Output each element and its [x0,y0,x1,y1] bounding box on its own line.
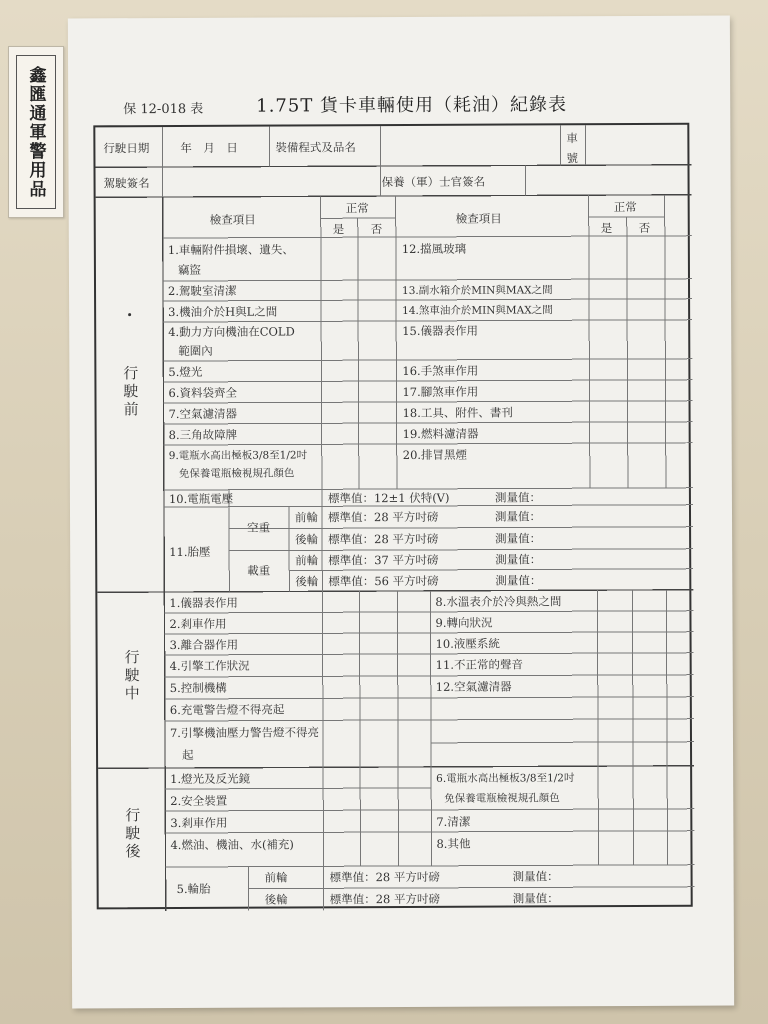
no-header-right: 否 [638,220,651,235]
list-item: 6.電瓶水高出極板3/8至1/2吋 [436,772,575,785]
list-item: 4.動力方向機油在COLD [168,324,295,340]
list-item: 8.三角故障牌 [168,427,238,443]
tire-measured[interactable]: 測量值： [495,573,542,588]
list-item: 1.燈光及反光鏡 [170,771,251,787]
list-item: 17.腳煞車作用 [402,384,479,399]
form-title: 1.75T 貨卡車輛使用（耗油）紀錄表 [256,94,568,117]
list-item: 4.燃油、機油、水(補充) [170,837,294,853]
yes-header-right: 是 [600,221,613,236]
list-item: 9.轉向狀況 [435,615,493,630]
list-item: 10.液壓系統 [435,636,500,651]
tire-standard: 標準值：28 平方吋磅 [328,531,439,547]
yes-header: 是 [332,222,345,237]
tire-standard: 標準值：28 平方吋磅 [327,509,439,525]
list-item: 11.不正常的聲音 [435,657,523,672]
tire-rear-label: 後輪 [295,532,319,547]
list-item: 6.充電警告燈不得亮起 [169,702,285,718]
date-fields[interactable]: 年 月 日 [180,140,238,155]
after-tire-front: 前輪 [264,870,288,885]
equipment-label: 裝備程式及品名 [275,140,356,155]
store-label-text: 鑫匯通軍警用品 [25,65,46,199]
list-item: 9.電瓶水高出極板3/8至1/2吋 [168,449,308,463]
tire-label: 11.胎壓 [169,544,211,560]
normal-header: 正常 [345,201,369,216]
after-tire-label: 5.輪胎 [176,881,211,896]
tire-measured[interactable]: 測量值： [494,509,542,524]
after-tire-front-standard: 標準值：28 平方吋磅 [329,869,440,885]
list-item: 竊盜 [177,262,201,277]
store-label [8,46,64,218]
no-header: 否 [370,222,383,237]
inspection-table [93,123,692,910]
check-item-header: 檢查項目 [209,212,256,227]
normal-header-right: 正常 [613,199,637,215]
list-item: 18.工具、附件、書刊 [402,405,513,420]
list-item: 2.剎車作用 [169,616,227,632]
battery-measured[interactable]: 測量值： [494,490,541,505]
tire-empty-label: 空重 [247,520,271,535]
tire-measured[interactable]: 測量值： [495,531,542,546]
battery-standard: 標準值：12±1 伏特(V) [327,490,450,506]
list-item: 2.駕駛室清潔 [168,283,237,299]
list-item: 3.剎車作用 [170,815,228,831]
list-item: 5.燈光 [168,364,203,380]
list-item: 起 [182,747,194,762]
tire-front-label: 前輪 [294,510,319,525]
list-item: 5.控制機構 [169,680,227,696]
list-item: 範圍內 [178,343,213,358]
form-sheet [68,16,734,1009]
list-item: 3.機油介於H與L之間 [168,304,278,320]
tire-loaded-label: 載重 [247,563,271,578]
list-item: 6.資料袋齊全 [168,385,237,401]
list-item: 8.水溫表介於冷與熱之間 [435,594,562,609]
driver-label: 駕駛簽名 [103,176,150,191]
section-during: 行駛中 [122,649,141,704]
tire-standard: 標準值：37 平方吋磅 [328,552,439,568]
list-item: 4.引擎工作狀況 [169,658,250,674]
after-tire-rear: 後輪 [264,892,288,907]
mark-dot [128,313,131,316]
battery-label: 10.電瓶電壓 [168,491,234,507]
form-code: 保 12-018 表 [123,101,204,118]
list-item: 15.儀器表作用 [402,323,479,338]
list-item: 12.空氣濾清器 [435,679,512,694]
list-item: 8.其他 [436,836,471,851]
tire-rear-label: 後輪 [295,574,319,589]
drive-date-label: 行駛日期 [103,141,150,156]
section-before: 行駛前 [121,365,140,420]
after-tire-rear-standard: 標準值：28 平方吋磅 [329,891,441,907]
tire-measured[interactable]: 測量值： [495,552,542,567]
check-item-header-right: 檢查項目 [455,211,502,226]
list-item: 2.安全裝置 [170,793,228,809]
list-item: 1.車輛附件損壞、遺失、 [167,242,294,258]
list-item: 13.副水箱介於MIN與MAX之間 [402,284,553,297]
list-item: 16.手煞車作用 [402,363,479,378]
list-item: 免保養電瓶檢視規孔顏色 [444,792,560,805]
list-item: 7.引擎機油壓力警告燈不得亮 [169,725,319,741]
section-after: 行駛後 [123,807,142,862]
after-tire-measured[interactable]: 測量值： [512,869,559,884]
list-item: 12.擋風玻璃 [401,241,467,256]
plate-label: 車號 [566,131,578,166]
list-item: 20.排冒黑煙 [402,447,468,462]
after-tire-measured[interactable]: 測量值： [512,891,559,906]
list-item: 19.燃料濾清器 [402,426,479,441]
store-label-border [16,55,56,209]
list-item: 7.空氣濾清器 [168,406,238,422]
list-item: 14.煞車油介於MIN與MAX之間 [402,304,553,317]
tire-front-label: 前輪 [295,553,319,568]
list-item: 3.離合器作用 [169,637,239,653]
maintenance-label: 保養（軍）士官簽名 [381,174,486,190]
list-item: 7.清潔 [436,814,471,829]
list-item: 免保養電瓶檢視規孔顏色 [178,467,295,480]
tire-standard: 標準值：56 平方吋磅 [328,573,439,589]
list-item: 1.儀器表作用 [169,595,238,611]
